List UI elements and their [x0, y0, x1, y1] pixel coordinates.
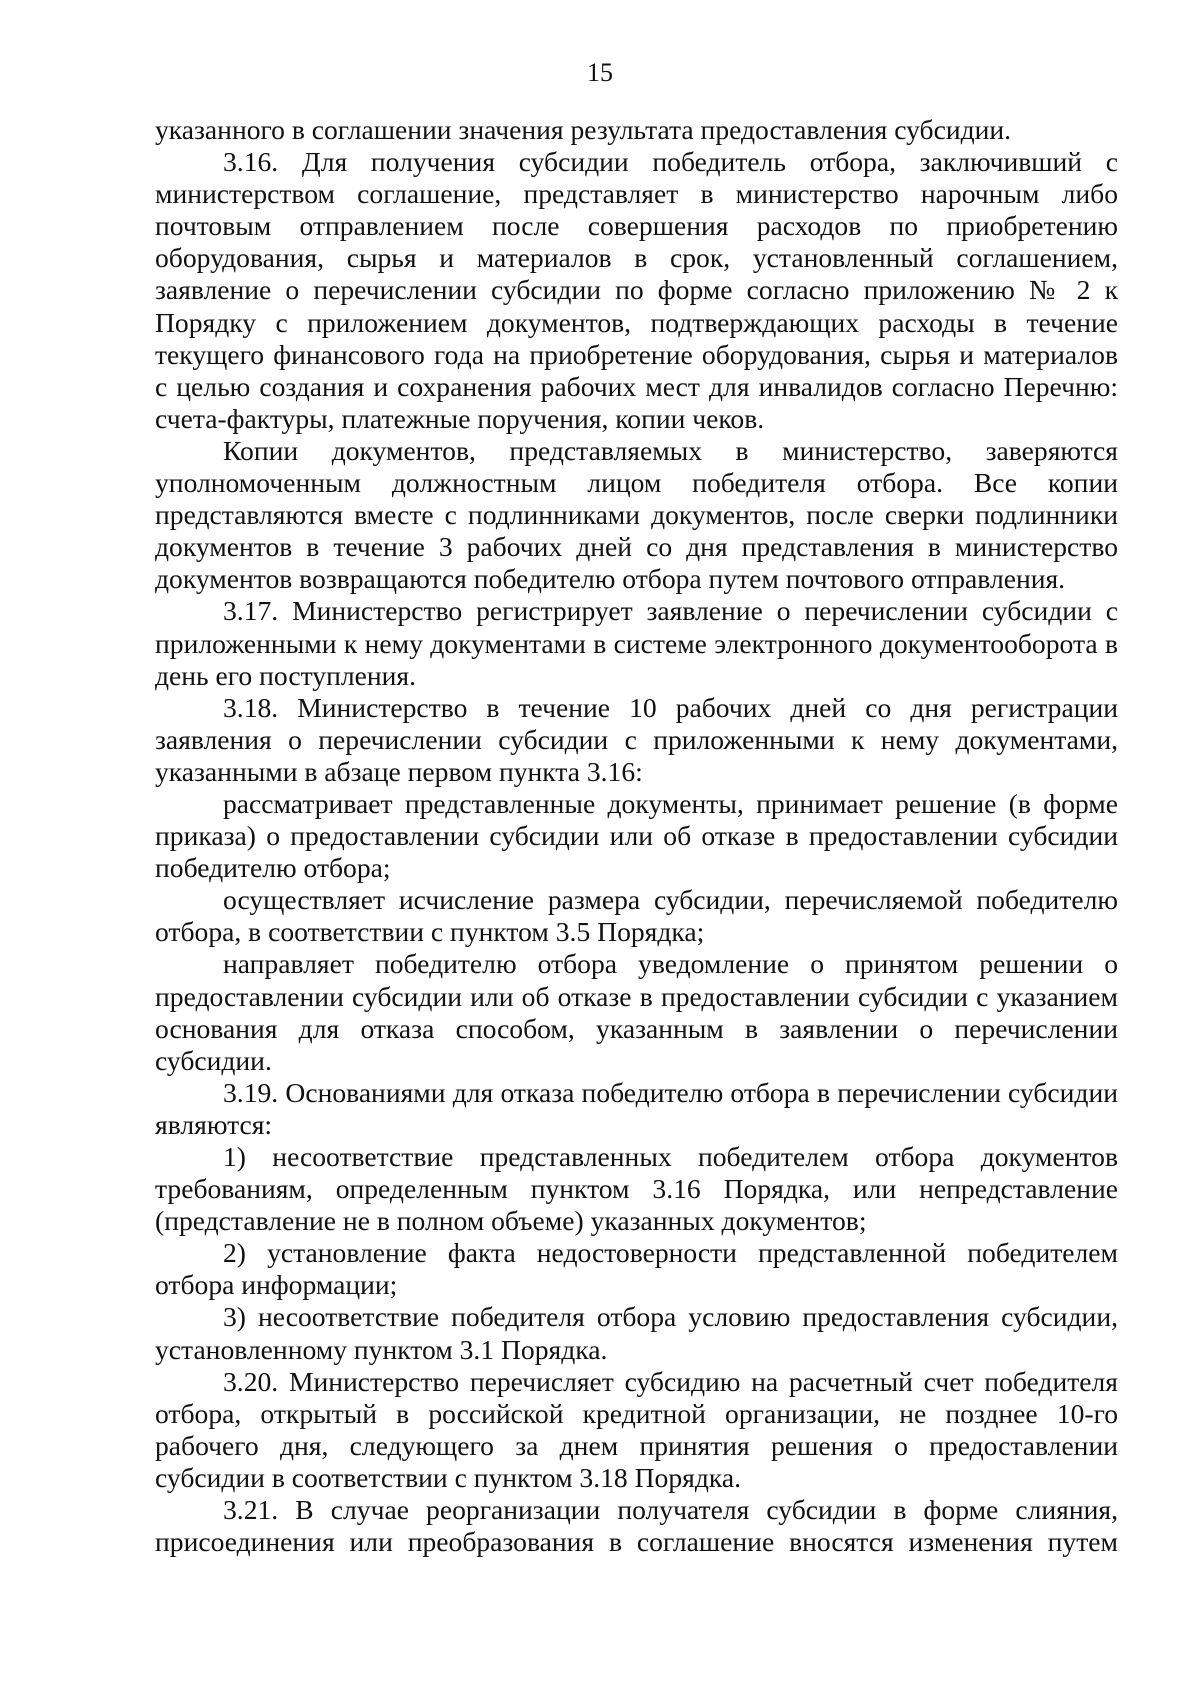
paragraph-3-19-item-3: 3) несоответствие победителя отбора условию предоставления субсидии, установленному пунктом 3.1 Порядка.: [155, 1301, 1118, 1365]
paragraph-continuation: указанного в соглашении значения результата предоставления субсидии.: [155, 114, 1012, 145]
paragraph-3-21: 3.21. В случае реорганизации получателя субсидии в форме слияния, присоединения или преобразования в соглашение вносятся изменения путем: [155, 1494, 1118, 1558]
paragraph-3-17: 3.17. Министерство регистрирует заявление о перечислении субсидии с приложенными к нему документами в системе электронного документооборота в день его поступления.: [155, 595, 1118, 691]
paragraph-3-19: 3.19. Основаниями для отказа победителю отбора в перечислении субсидии являются:: [155, 1076, 1118, 1140]
page-number: 15: [587, 58, 613, 87]
paragraph-3-18: 3.18. Министерство в течение 10 рабочих дней со дня регистрации заявления о перечислении субсидии с приложенными к нему документами, указанными в абзаце первом пункта 3.16:: [155, 691, 1118, 787]
paragraph-3-19-item-1: 1) несоответствие представленных победителем отбора документов требованиям, определенным пунктом 3.16 Порядка, или непредставление (представление не в полном объеме) указанных документов;: [155, 1141, 1118, 1237]
paragraph-3-20: 3.20. Министерство перечисляет субсидию на расчетный счет победителя отбора, открытый в российской кредитной организации, не позднее 10-го рабочего дня, следующего за днем принятия решения о предоставлении субсидии в соответствии с пунктом 3.18 Порядка.: [155, 1365, 1118, 1493]
paragraph-3-18-calculation: осуществляет исчисление размера субсидии, перечисляемой победителю отбора, в соответствии с пунктом 3.5 Порядка;: [155, 884, 1118, 948]
paragraph-copies: Копии документов, представляемых в министерство, заверяются уполномоченным должностным лицом победителя отбора. Все копии представляются вместе с подлинниками документов, после сверки подлинники документов в течение 3 рабочих дней со дня представления в министерство документов возвращаются победителю отбора путем почтового отправления.: [155, 434, 1118, 595]
document-body: [155, 114, 1118, 1558]
paragraph-3-18-review: рассматривает представленные документы, принимает решение (в форме приказа) о предоставлении субсидии или об отказе в предоставлении субсидии победителю отбора;: [155, 787, 1118, 884]
paragraph-3-18-notification: направляет победителю отбора уведомление о принятом решении о предоставлении субсидии или об отказе в предоставлении субсидии с указанием основания для отказа способом, указанным в заявлении о перечислении субсидии.: [155, 948, 1118, 1076]
paragraph-3-19-item-2: 2) установление факта недостоверности представленной победителем отбора информации;: [155, 1237, 1118, 1301]
paragraph-3-16: 3.16. Для получения субсидии победитель отбора, заключивший с министерством соглашение, представляет в министерство нарочным либо почтовым отправлением после совершения расходов по приобретению оборудования, сырья и материалов в срок, установленный соглашением, заявление о перечислении субсидии по форме согласно приложению № 2 к Порядку с приложением документов, подтверждающих расходы в течение текущего финансового года на приобретение оборудования, сырья и материалов с целью создания и сохранения рабочих мест для инвалидов согласно Перечню: счета-фактуры, платежные поручения, копии чеков.: [155, 146, 1118, 434]
